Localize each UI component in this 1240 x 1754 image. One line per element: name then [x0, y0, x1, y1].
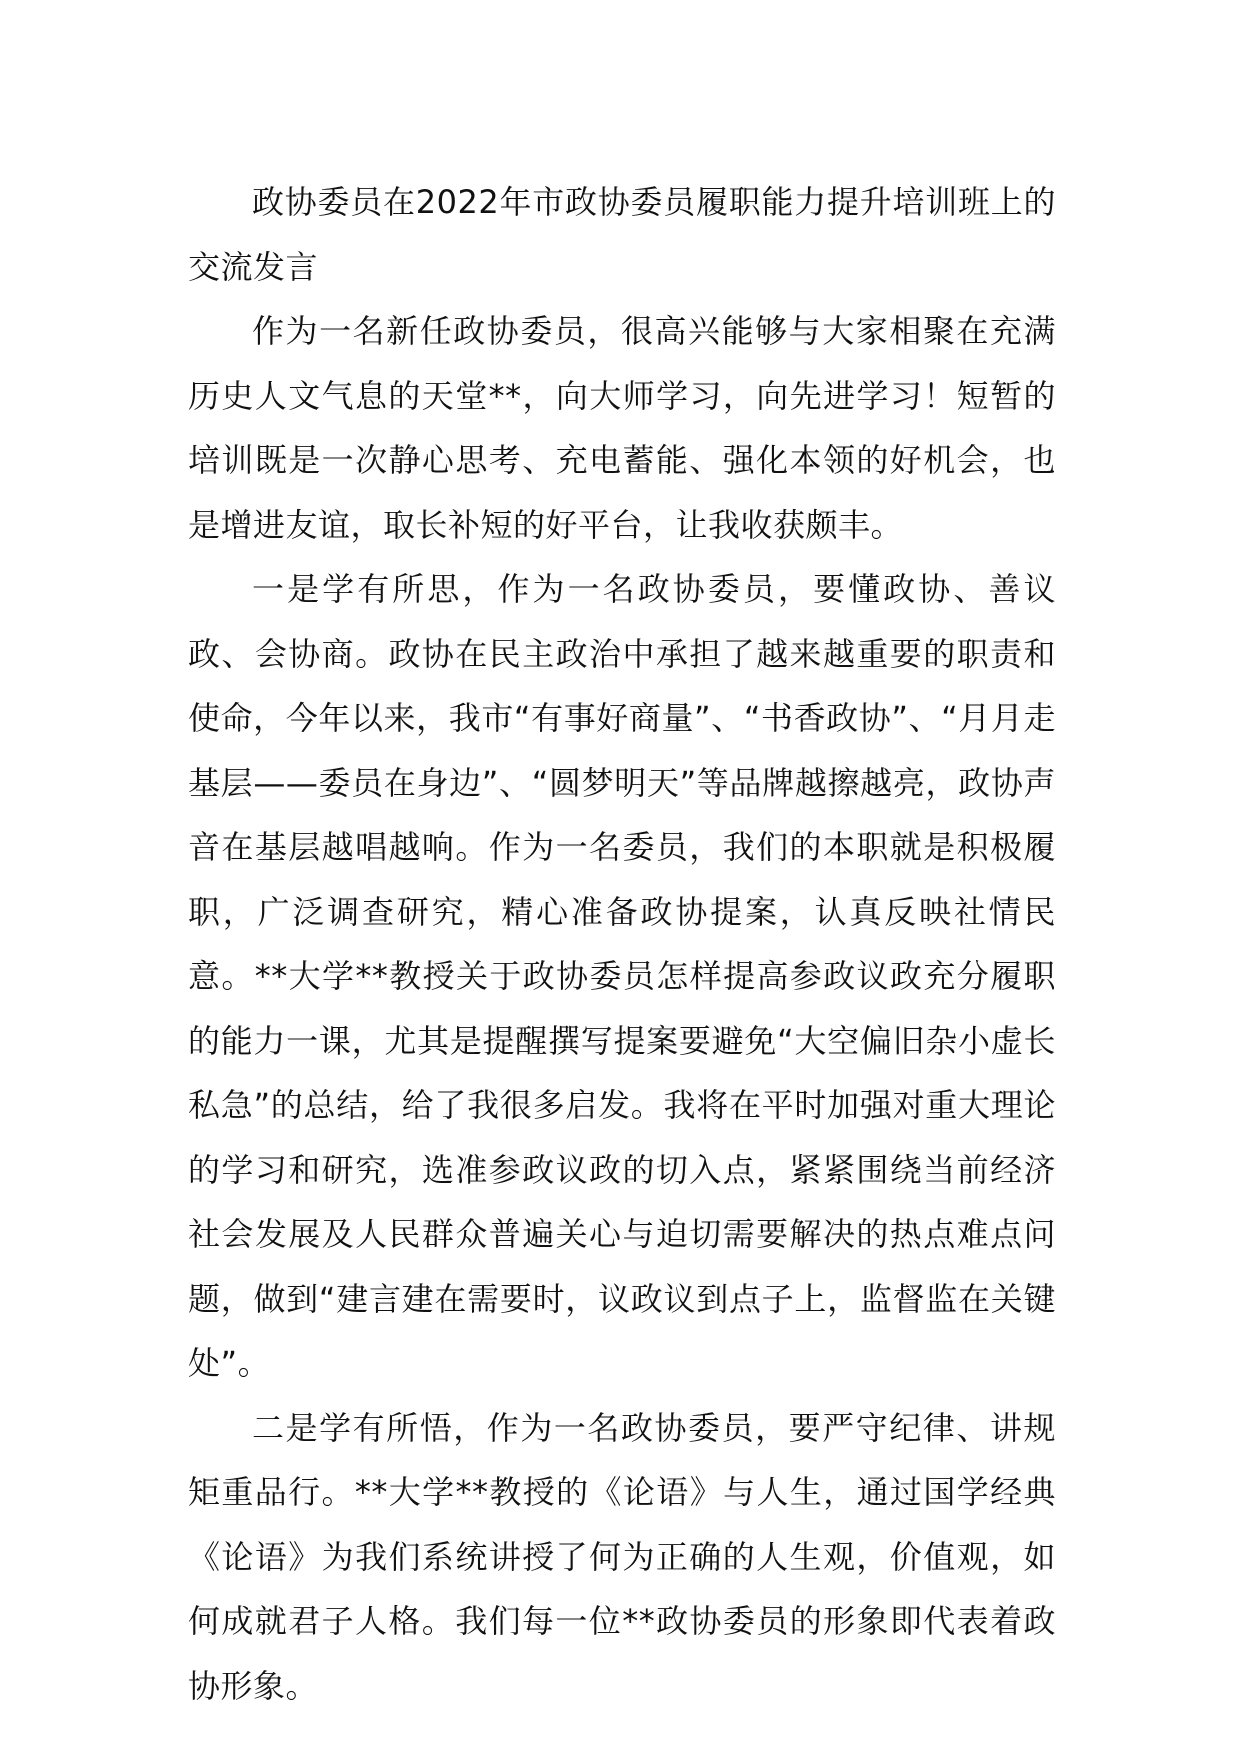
paragraph-intro: 作为一名新任政协委员，很高兴能够与大家相聚在充满历史人文气息的天堂**，向大师学习，向先进学习！短暂的培训既是一次静心思考、充电蓄能、强化本领的好机会，也是增进友谊，取长补短的好平台，让我收获颇丰。: [188, 312, 1056, 544]
document-body: [188, 170, 1056, 1718]
document-title: 政协委员在2022年市政协委员履职能力提升培训班上的交流发言: [188, 183, 1056, 286]
paragraph-point-two: 二是学有所悟，作为一名政协委员，要严守纪律、讲规矩重品行。**大学**教授的《论语》与人生，通过国学经典《论语》为我们系统讲授了何为正确的人生观，价值观，如何成就君子人格。我们每一位**政协委员的形象即代表着政协形象。: [188, 1408, 1056, 1705]
paragraph-point-one: 一是学有所思，作为一名政协委员，要懂政协、善议政、会协商。政协在民主政治中承担了越来越重要的职责和使命，今年以来，我市“有事好商量”、“书香政协”、“月月走基层——委员在身边”、“圆梦明天”等品牌越擦越亮，政协声音在基层越唱越响。作为一名委员，我们的本职就是积极履职，广泛调查研究，精心准备政协提案，认真反映社情民意。**大学**教授关于政协委员怎样提高参政议政充分履职的能力一课，尤其是提醒撰写提案要避免“大空偏旧杂小虚长私急”的总结，给了我很多启发。我将在平时加强对重大理论的学习和研究，选准参政议政的切入点，紧紧围绕当前经济社会发展及人民群众普遍关心与迫切需要解决的热点难点问题，做到“建言建在需要时，议政议到点子上，监督监在关键处”。: [188, 570, 1056, 1382]
